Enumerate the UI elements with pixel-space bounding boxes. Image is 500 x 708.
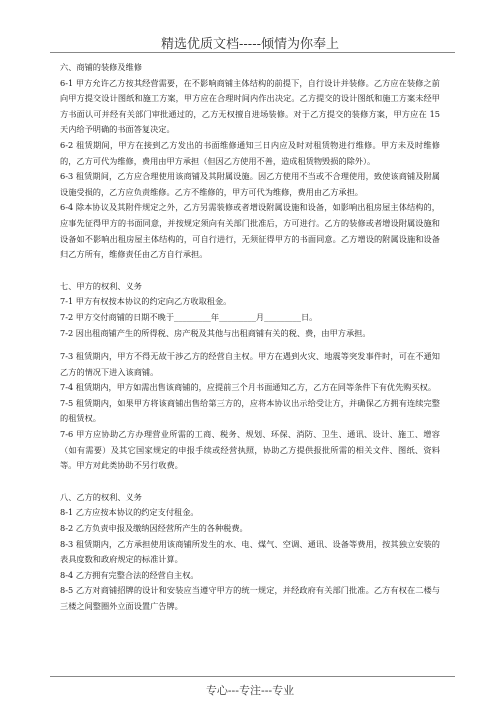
section-heading: 七、甲方的权利、义务 [60, 280, 142, 291]
paragraph: 7-1 甲方有权按本协议的约定向乙方收取租金。 [60, 296, 232, 307]
paragraph: 8-4 乙方拥有完整合法的经营自主权。 [60, 569, 199, 580]
spacer [60, 474, 440, 490]
paragraph: 8-1 乙方应按本协议的约定支付租金。 [60, 507, 199, 518]
paragraph: 7-4 租赁期内，甲方如需出售该商铺的，应提前三个月书面通知乙方，乙方在同等条件下有优先购买权。 [60, 382, 437, 393]
section-heading: 八、乙方的权利、义务 [60, 491, 142, 502]
page-footer: 专心---专注---专业 [205, 684, 295, 697]
document-body [60, 60, 440, 615]
paragraph: 7-2 甲方交付商铺的日期不晚于_________年_________月_________日。 [60, 311, 318, 322]
header-divider [50, 52, 455, 53]
spacer [60, 341, 440, 349]
paragraph: 6-1 甲方允许乙方按其经营需要，在不影响商铺主体结构的前提下，自行设计并装修。乙方应在装修之前向甲方提交设计图纸和施工方案，甲方应在合理时间内作出决定。乙方提交的设计图纸和施工方案未经甲方书面认可并经有关部门审批通过的，乙方无权擅自进场装修。对于乙方提交的装修方案，甲方应在 15 天内给予明确的书面答复决定。 [60, 77, 440, 135]
paragraph: 8-2 乙方负责申报及缴纳因经营所产生的各种税费。 [60, 523, 248, 534]
paragraph: 8-5 乙方对商铺招牌的设计和安装应当遵守甲方的统一规定，并经政府有关部门批准。乙方有权在二楼与三楼之间整圈外立面设置广告牌。 [60, 585, 440, 611]
paragraph: 6-4 除本协议及其附件规定之外，乙方另需装修或者增设附属设施和设备，如影响出租房屋主体结构的，应事先征得甲方的书面同意，并按规定须向有关部门批准后，方可进行。乙方的装修或者增设附属设施和设备如不影响出租房屋主体结构的，可自行进行，无须征得甲方的书面同意。乙方增设的附属设施和设备归乙方所有，维修责任由乙方自行承担。 [60, 202, 440, 260]
footer-divider [50, 676, 455, 677]
paragraph: 7-6 甲方应协助乙方办理营业所需的工商、税务、规划、环保、消防、卫生、通讯、设计、施工、增容（如有需要）及其它国家规定的申报手续或经营执照，协助乙方提供报批所需的相关文件、图纸、资料等。甲方对此类协助不另行收费。 [60, 429, 440, 471]
paragraph: 6-3 租赁期间，乙方应合理使用该商铺及其附属设施。因乙方使用不当或不合理使用，致使该商铺及附属设施受损的，乙方应负责维修。乙方不维修的，甲方可代为维修，费用由乙方承担。 [60, 171, 440, 197]
paragraph: 6-2 租赁期间，甲方在接到乙方发出的书面维修通知三日内应及时对租赁物进行维修。甲方未及时维修的，乙方可代为维修，费用由甲方承担（但因乙方使用不善，造成租赁物毁损的除外）。 [60, 139, 440, 166]
spacer [60, 263, 440, 279]
paragraph: 7-2 因出租商铺产生的所得税、房产税及其他与出租商铺有关的税、费，由甲方承担。 [60, 327, 371, 338]
page-header: 精选优质文档-----倾情为你奉上 [161, 37, 339, 52]
paragraph: 7-3 租赁期内，甲方不得无故干涉乙方的经营自主权。甲方在遇到火灾、地震等突发事件时，可在不通知乙方的情况下进入该商铺。 [60, 351, 440, 377]
paragraph: 7-5 租赁期内，如果甲方将该商铺出售给第三方的，应将本协议出示给受让方，并确保乙方拥有连续完整的租赁权。 [60, 397, 440, 424]
paragraph: 8-3 租赁期内，乙方承担使用该商铺所发生的水、电、煤气、空调、通讯、设备等费用，按其独立安装的表具度数和政府规定的标准计算。 [60, 538, 440, 565]
section-heading: 六、商铺的装修及维修 [60, 62, 142, 72]
